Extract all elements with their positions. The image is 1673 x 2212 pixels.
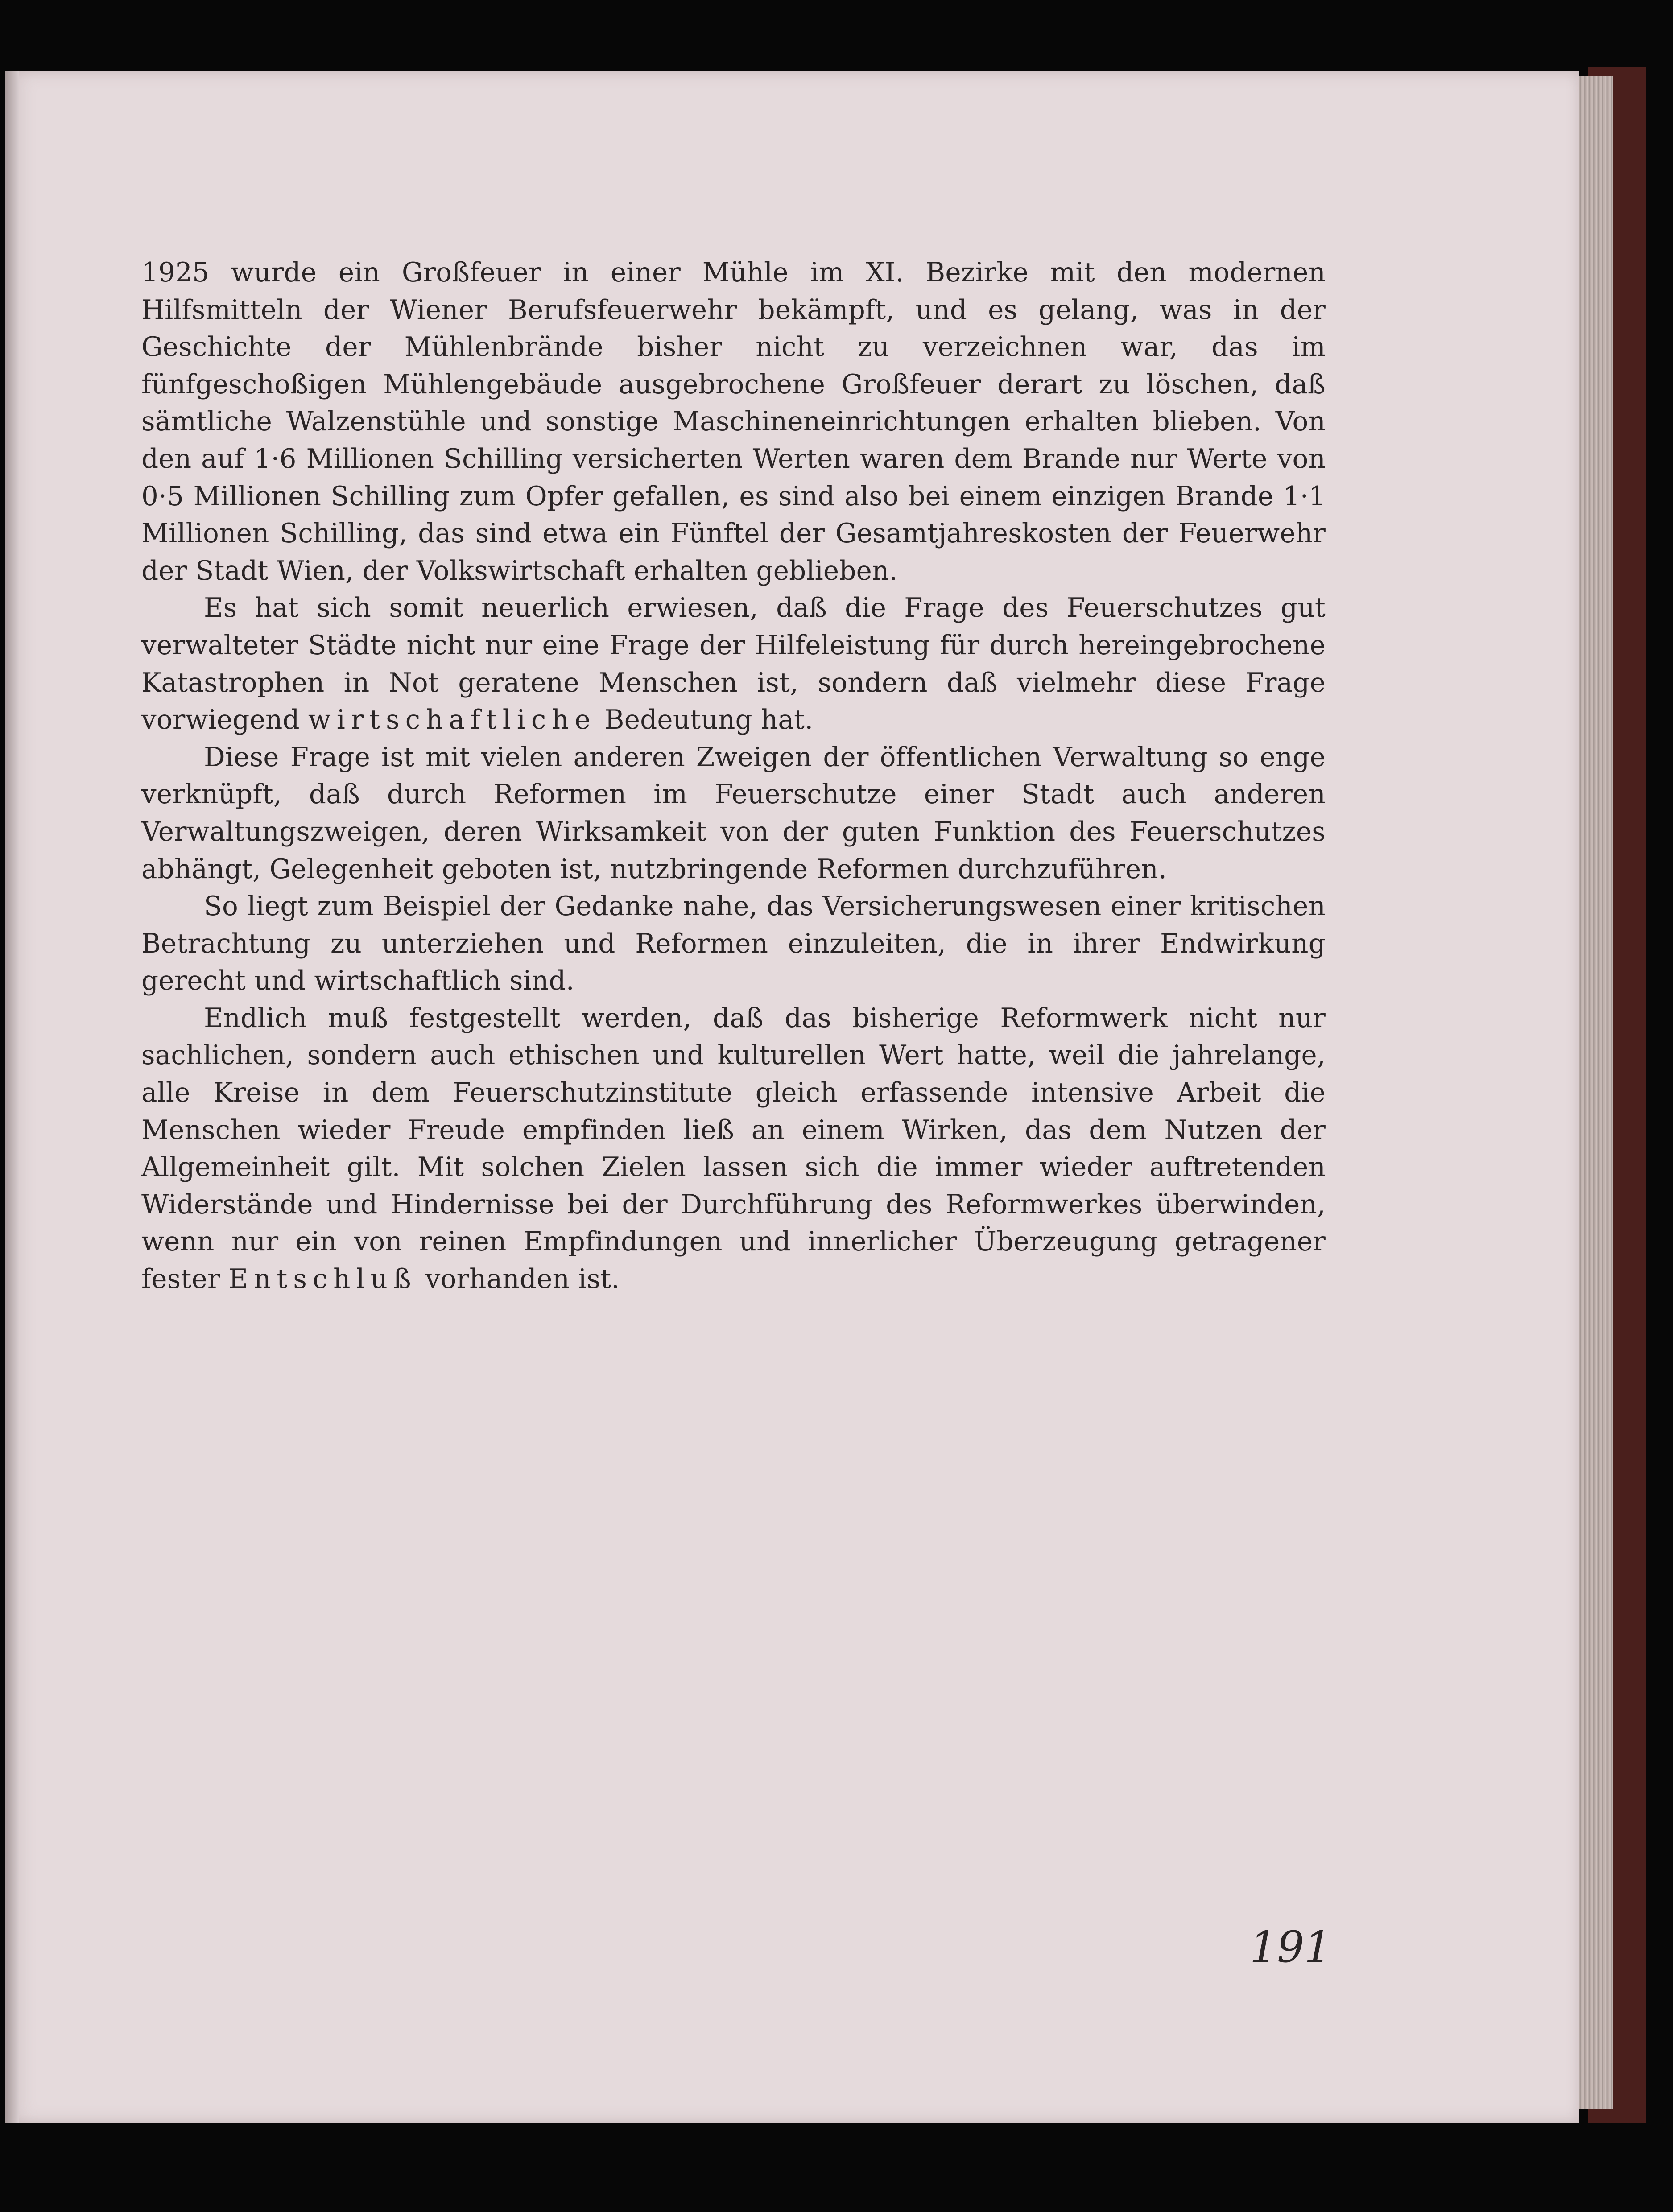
paragraph-5-text-a: Endlich muß festgestellt werden, daß das bisherige Reformwerk nicht nur sachlichen, sondern auch ethischen und kulturellen Wert hatte, weil die jahrelange, alle Kreise in dem Feuerschutzinstitute gleich erfassende intensive Arbeit die Menschen wieder Freude empfinden ließ an einem Wirken, das dem Nutzen der Allgemeinheit gilt. Mit solchen Zielen lassen sich die immer wieder auftretenden Widerstände und Hindernisse bei der Durchführung des Reformwerkes überwinden, wenn nur ein von reinen Empfindungen und innerlicher Überzeugung getragener fester [141,1003,1326,1295]
paragraph-5 [141,1000,1326,1298]
paragraph-4 [141,888,1326,1000]
paragraph-4-text: So liegt zum Beispiel der Gedanke nahe, das Versicherungswesen einer kritischen Betrachtung zu unterziehen und Reformen einzuleiten, die in ihrer Endwirkung gerecht und wirtschaftlich sind. [141,891,1326,997]
paragraph-2-text-b: Bedeutung hat. [596,705,814,736]
paragraph-1-text: 1925 wurde ein Großfeuer in einer Mühle im XI. Bezirke mit den modernen Hilfsmitteln der Wiener Berufsfeuerwehr bekämpft, und es gelang, was in der Geschichte der Mühlenbrände bisher nicht zu verzeichnen war, das im fünfgeschoßigen Mühlengebäude ausgebrochene Großfeuer derart zu löschen, daß sämtliche Walzenstühle und sonstige Maschineneinrichtungen erhalten blieben. Von den auf 1·6 Millionen Schilling versicherten Werten waren dem Brande nur Werte von 0·5 Millionen Schilling zum Opfer gefallen, es sind also bei einem einzigen Brande 1·1 Millionen Schilling, das sind etwa ein Fünftel der Gesamtjahreskosten der Feuerwehr der Stadt Wien, der Volkswirtschaft erhalten geblieben. [141,257,1326,586]
emphasis-wirtschaftliche: wirtschaftliche [308,705,596,736]
paragraph-3-text: Diese Frage ist mit vielen anderen Zweigen der öffentlichen Verwaltung so enge verknüpft, daß durch Reformen im Feuerschutze einer Stadt auch anderen Verwaltungszweigen, deren Wirksamkeit von der guten Funktion des Feuerschutzes abhängt, Gelegenheit geboten ist, nutzbringende Reformen durchzuführen. [141,742,1326,885]
paragraph-2-text-a: Es hat sich somit neuerlich erwiesen, daß die Frage des Feuerschutzes gut verwalteter Städte nicht nur eine Frage der Hilfeleistung für durch hereingebrochene Katastrophen in Not geratene Menschen ist, sondern daß vielmehr diese Frage vorwiegend [141,593,1326,736]
paragraph-5-text-b: vorhanden ist. [417,1264,620,1295]
body-text [141,254,1326,1298]
page-sheet [5,71,1579,2123]
page-number: 191 [1250,1922,1332,1972]
paragraph-1 [141,254,1326,590]
paragraph-3 [141,739,1326,888]
emphasis-entschluss: Entschluß [228,1264,417,1295]
paragraph-2 [141,590,1326,739]
binding-gutter [5,71,19,2123]
